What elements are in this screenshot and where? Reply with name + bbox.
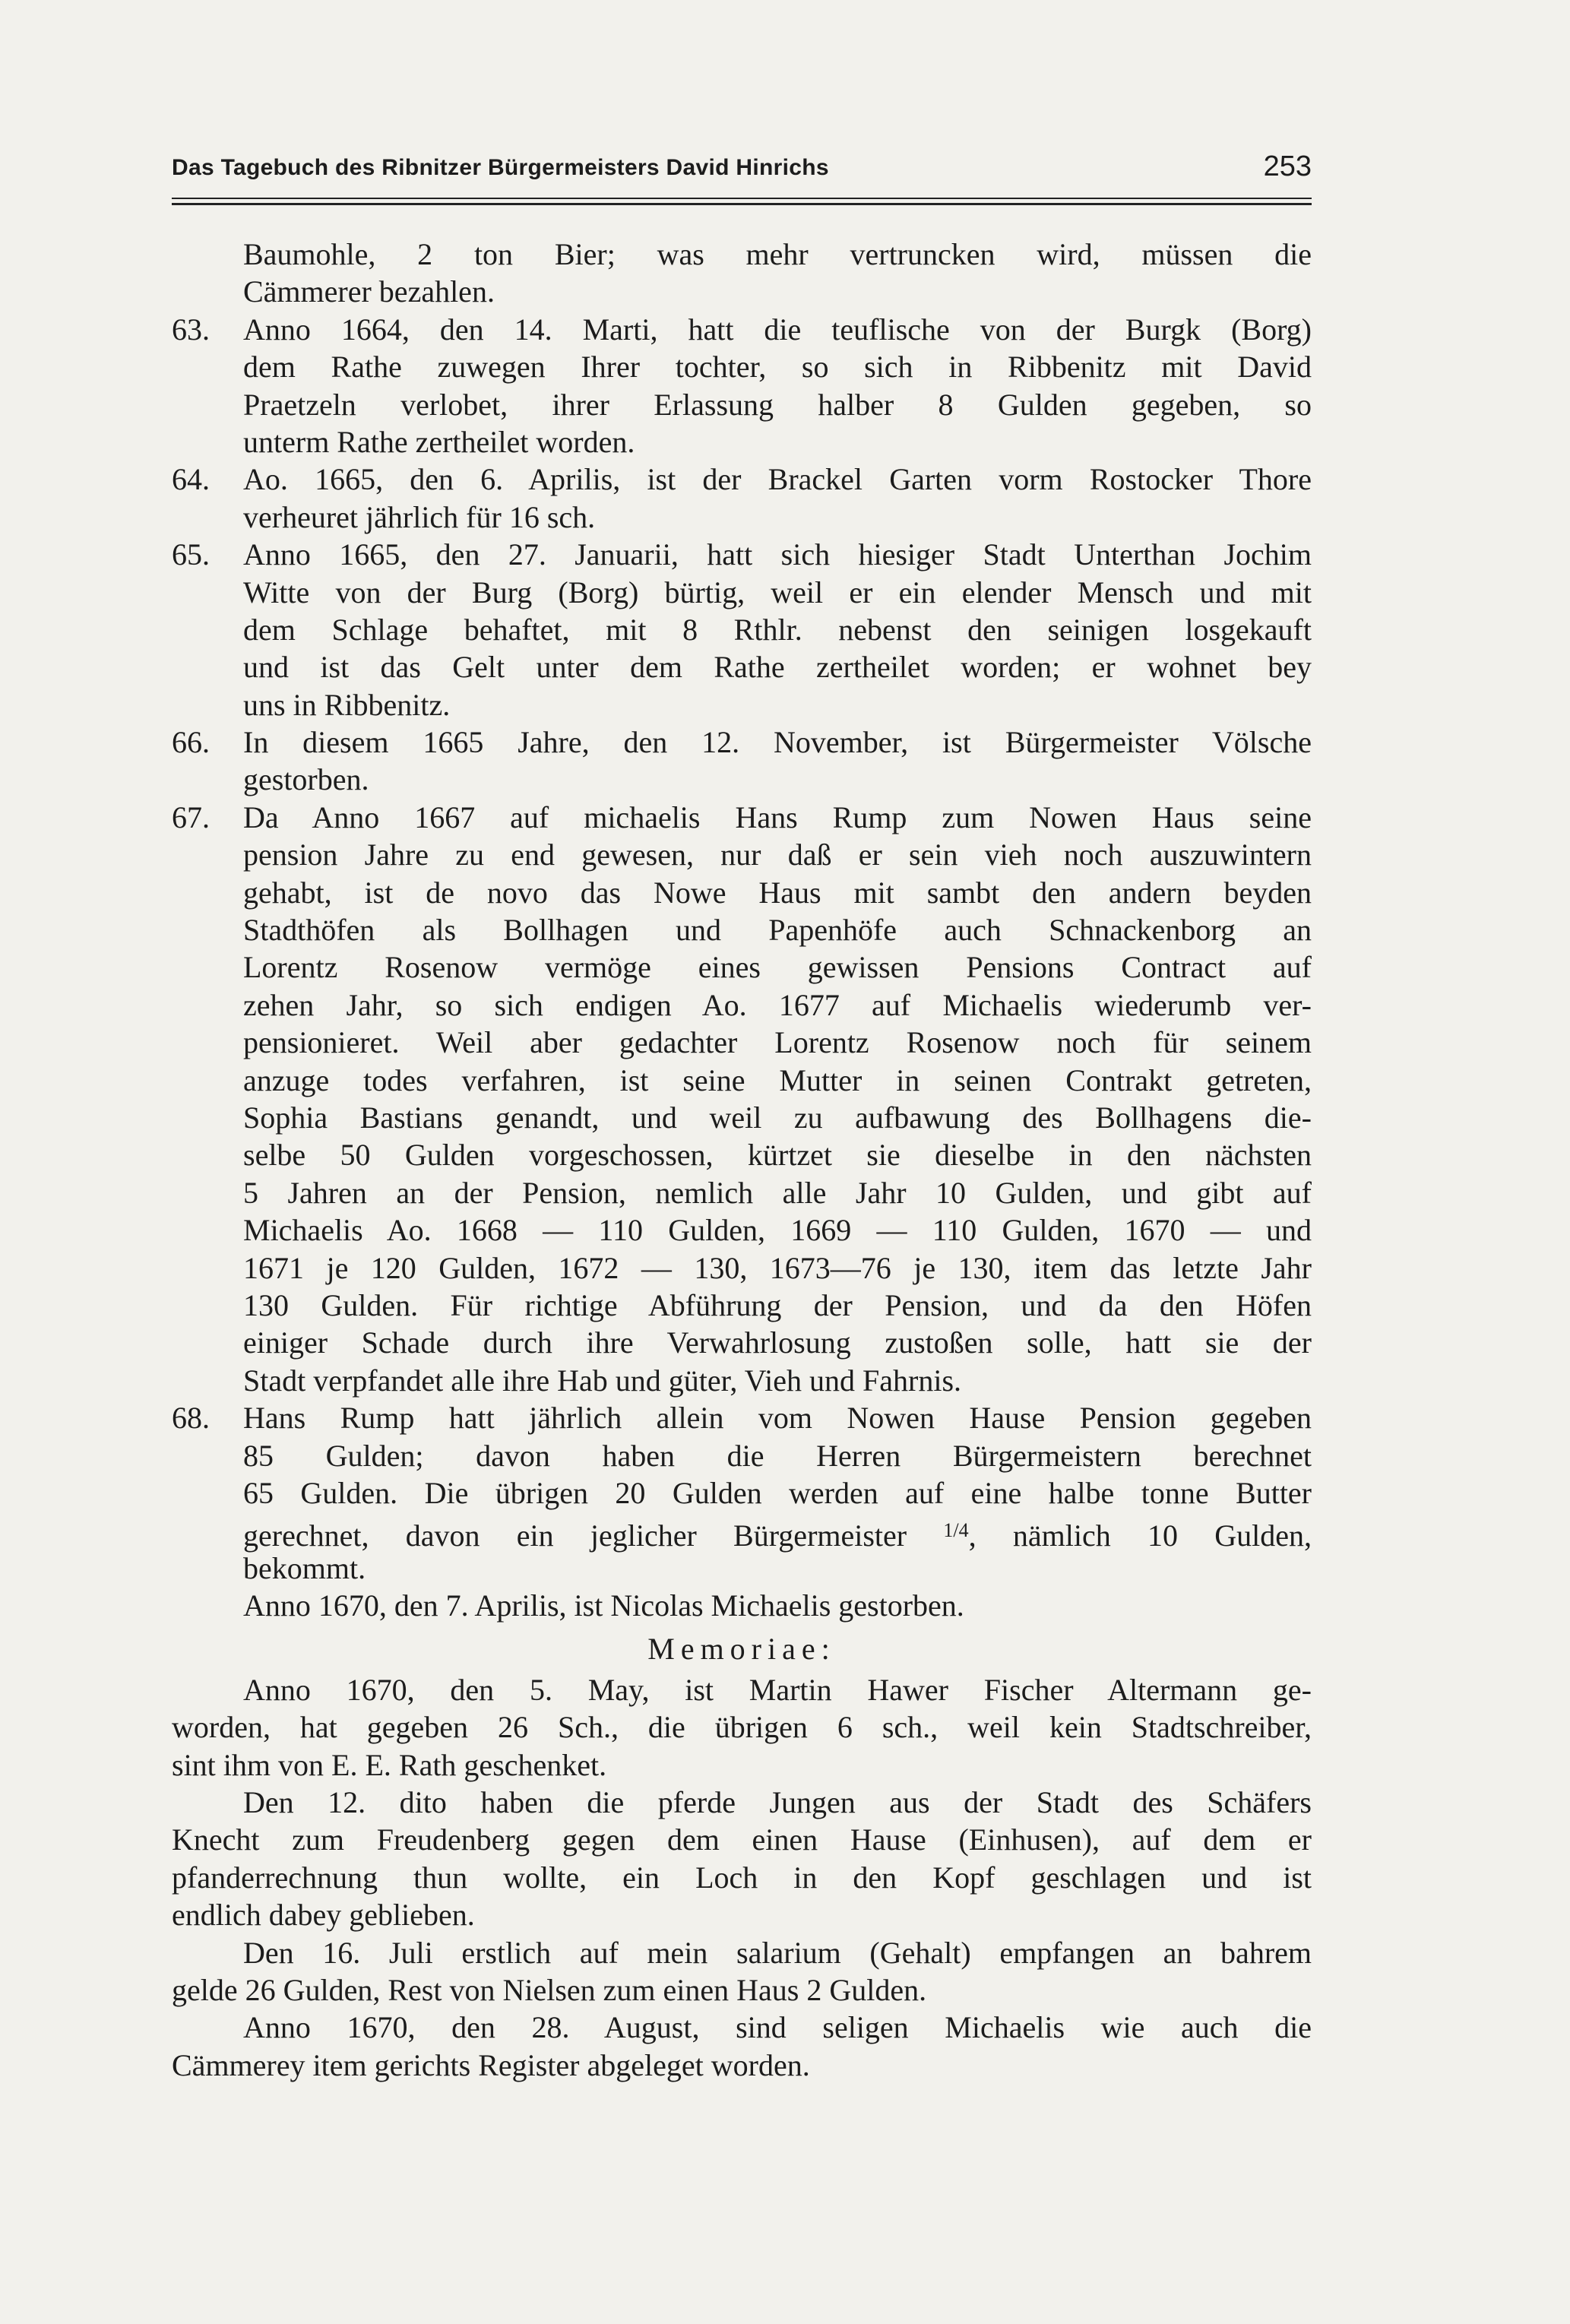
text-line: Knecht zum Freudenberg gegen dem einen Hause (Einhusen), auf dem er [172, 1822, 1312, 1857]
text-line: 130 Gulden. Für richtige Abführung der Pension, und da den Höfen [243, 1287, 1312, 1322]
text-line: Baumohle, 2 ton Bier; was mehr vertruncken wird, müssen die [243, 237, 1312, 271]
text-line: einiger Schade durch ihre Verwahrlosung zustoßen solle, hatt sie der [243, 1325, 1312, 1360]
header-rule [172, 198, 1312, 205]
text-line: Michaelis Ao. 1668 — 110 Gulden, 1669 — 110 Gulden, 1670 — und [243, 1213, 1312, 1248]
text-line: Anno 1665, den 27. Januarii, hatt sich hiesiger Stadt Unterthan Jochim [243, 537, 1312, 572]
text-line: Lorentz Rosenow vermöge eines gewissen Pensions Contract auf [243, 950, 1312, 985]
text-line: Praetzeln verlobet, ihrer Erlassung halber 8 Gulden gegeben, so [243, 387, 1312, 422]
text-line: dem Rathe zuwegen Ihrer tochter, so sich in Ribbenitz mit David [243, 350, 1312, 385]
text-line: pfanderrechnung thun wollte, ein Loch in den Kopf geschlagen und ist [172, 1860, 1312, 1895]
text-line: und ist das Gelt unter dem Rathe zertheilet worden; er wohnet bey [243, 650, 1312, 685]
memoriae-paragraph [172, 1934, 1312, 2009]
text-line: gestorben. [243, 762, 369, 797]
entry-65 [172, 536, 1312, 723]
entry-number: 65. [172, 537, 210, 572]
page-number: 253 [1263, 150, 1312, 182]
text-line: sint ihm von E. E. Rath geschenket. [172, 1747, 607, 1782]
text-line: Cämmerey item gerichts Register abgeleget worden. [172, 2047, 810, 2082]
entry-64 [172, 461, 1312, 536]
text-line: verheuret jährlich für 16 sch. [243, 499, 596, 534]
fraction-one-quarter: 1/4 [943, 1519, 969, 1542]
text-line: uns in Ribbenitz. [243, 687, 451, 722]
running-title: Das Tagebuch des Ribnitzer Bürgermeisters David Hinrichs [172, 155, 829, 180]
text-line: Stadt verpfandet alle ihre Hab und güter, Vieh und Fahrnis. [243, 1363, 962, 1398]
memoriae-paragraph [172, 1784, 1312, 1934]
death-note: Anno 1670, den 7. Aprilis, ist Nicolas Michaelis gestorben. [243, 1588, 964, 1623]
text-line: In diesem 1665 Jahre, den 12. November, ist Bürgermeister Völsche [243, 725, 1312, 760]
text-line: pensionieret. Weil aber gedachter Lorentz Rosenow noch für seinem [243, 1025, 1312, 1060]
text-line: Anno 1670, den 5. May, ist Martin Hawer Fischer Altermann ge- [243, 1672, 1312, 1707]
page-header [172, 150, 1312, 193]
body-text [172, 236, 1312, 2084]
text-line: Den 12. dito haben die pferde Jungen aus der Stadt des Schäfers [243, 1785, 1312, 1820]
entry-63 [172, 311, 1312, 461]
text-line: 85 Gulden; davon haben die Herren Bürgermeistern berechnet [243, 1438, 1312, 1473]
memoriae-heading: Memoriae: [647, 1632, 836, 1667]
text-line: Witte von der Burg (Borg) bürtig, weil er ein elender Mensch und mit [243, 575, 1312, 609]
entry-number: 64. [172, 462, 210, 497]
text-line: Anno 1664, den 14. Marti, hatt die teuflische von der Burgk (Borg) [243, 312, 1312, 347]
text-segment: , nämlich 10 Gulden, [968, 1518, 1312, 1553]
text-line: dem Schlage behaftet, mit 8 Rthlr. nebenst den seinigen losgekauft [243, 612, 1312, 647]
text-line: zehen Jahr, so sich endigen Ao. 1677 auf Michaelis wiederumb ver- [243, 987, 1312, 1022]
text-line: bekommt. [243, 1550, 366, 1585]
text-line: gelde 26 Gulden, Rest von Nielsen zum einen Haus 2 Gulden. [172, 1972, 927, 2007]
text-line: gehabt, ist de novo das Nowe Haus mit sambt den andern beyden [243, 875, 1312, 910]
text-line: 1671 je 120 Gulden, 1672 — 130, 1673—76 je 130, item das letzte Jahr [243, 1250, 1312, 1285]
text-line: anzuge todes verfahren, ist seine Mutter in seinen Contrakt getreten, [243, 1062, 1312, 1097]
memoriae-paragraph [172, 1671, 1312, 1784]
entry-number: 63. [172, 312, 210, 347]
text-line: 5 Jahren an der Pension, nemlich alle Jahr 10 Gulden, und gibt auf [243, 1175, 1312, 1210]
text-line: Den 16. Juli erstlich auf mein salarium (Gehalt) empfangen an bahrem [243, 1935, 1312, 1970]
text-line: selbe 50 Gulden vorgeschossen, kürtzet sie dieselbe in den nächsten [243, 1138, 1312, 1173]
text-line: Stadthöfen als Bollhagen und Papenhöfe auch Schnackenborg an [243, 913, 1312, 948]
text-line: Cämmerer bezahlen. [243, 274, 495, 309]
text-line: endlich dabey geblieben. [172, 1898, 475, 1933]
text-line: Sophia Bastians genandt, und weil zu aufbawung des Bollhagens die- [243, 1100, 1312, 1135]
text-line: 65 Gulden. Die übrigen 20 Gulden werden auf eine halbe tonne Butter [243, 1475, 1312, 1510]
entry-number: 67. [172, 799, 210, 834]
text-line: worden, hat gegeben 26 Sch., die übrigen 6 sch., weil kein Stadtschreiber, [172, 1710, 1312, 1745]
text-line-with-fraction [172, 1512, 1312, 1553]
entry-68 [172, 1399, 1312, 1624]
entry-67 [172, 799, 1312, 1399]
entry-number: 66. [172, 725, 210, 760]
entry-66 [172, 723, 1312, 799]
memoriae-paragraph [172, 2009, 1312, 2084]
text-line: Anno 1670, den 28. August, sind seligen Michaelis wie auch die [243, 2010, 1312, 2045]
text-line: Hans Rump hatt jährlich allein vom Nowen Hause Pension gegeben [243, 1401, 1312, 1436]
text-line: Ao. 1665, den 6. Aprilis, ist der Brackel Garten vorm Rostocker Thore [243, 462, 1312, 497]
text-line: pension Jahre zu end gewesen, nur daß er sein vieh noch auszuwintern [243, 837, 1312, 872]
text-line: Da Anno 1667 auf michaelis Hans Rump zum Nowen Haus seine [243, 799, 1312, 834]
text-line: unterm Rathe zertheilet worden. [243, 424, 635, 459]
text-segment: gerechnet, davon ein jeglicher Bürgermeister [243, 1518, 907, 1553]
entry-number: 68. [172, 1401, 210, 1436]
